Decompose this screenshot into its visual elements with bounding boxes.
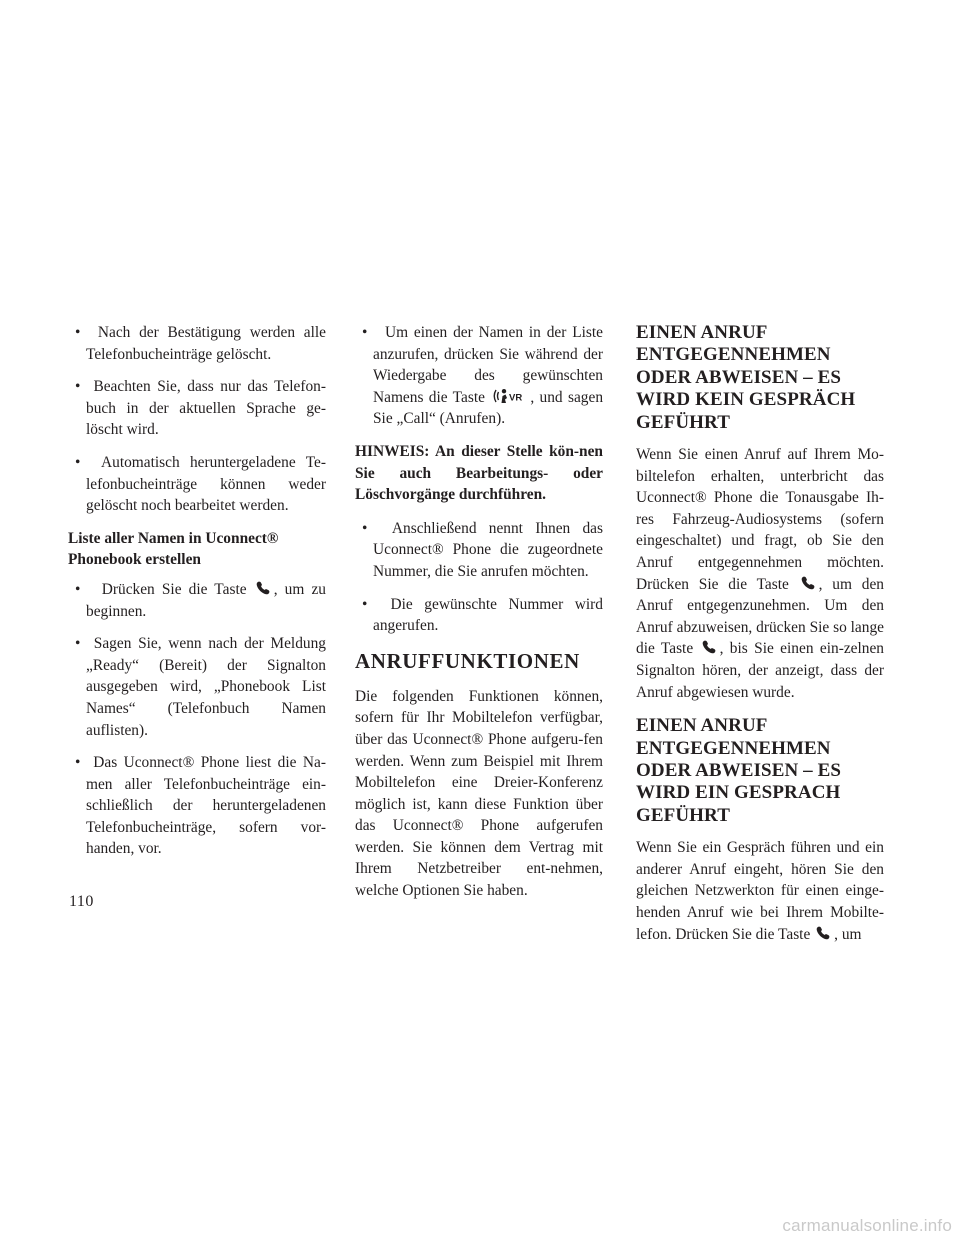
- paragraph-call-features: Die folgenden Funktionen können, sofern für Ihr Mobiltelefon verfügbar, über das Uconnect® Phone aufgeru-fen werden. Wenn zum Beispiel mit Ihrem Mobiltelefon eine Dreier-Konferenz möglich ist, kann diese Funktion über das Uconnect® Phone aufgerufen werden. Sie können dem Vertrag mit Ihrem Netzbetreiber ent-nehmen, welche Optionen Sie haben.: [355, 687, 603, 900]
- column-middle: [355, 322, 603, 914]
- phone-icon: [801, 576, 817, 590]
- phone-icon: [702, 640, 718, 654]
- heading-answer-no-call: EINEN ANRUF ENTGEGENNEHMEN ODER ABWEISEN – ES WIRD KEIN GESPRÄCH GEFÜHRT: [636, 322, 856, 433]
- section-title-call-features: ANRUFFUNKTIONEN: [355, 648, 580, 673]
- column-left: [68, 322, 326, 871]
- bullet-language-note: • Beachten Sie, dass nur das Telefon-buch in der aktuellen Sprache ge-löscht wird.: [68, 376, 326, 441]
- svg-text:VR: VR: [509, 392, 523, 404]
- bullet-call-post: , und sagen Sie „Call“ (Anrufen).: [373, 388, 604, 428]
- bullet-confirm-delete: • Nach der Bestätigung werden alle Telefonbucheinträge gelöscht.: [68, 322, 326, 365]
- text-answer-2: , um den Anruf entgegenzunehmen. Um den Anruf abzuweisen, drücken Sie so lange die Taste: [636, 575, 884, 658]
- bullet-press-button: [68, 579, 326, 622]
- bullet-call-pre: Um einen der Namen in der Liste anzurufen, drücken Sie während der Wiedergabe des gewünschten Namens die Taste: [373, 324, 603, 406]
- text-answer-1: Wenn Sie einen Anruf auf Ihrem Mo-biltelefon erhalten, unterbricht das Uconnect® Phone die Tonausgabe Ih-res Fahrzeug-Audiosystems (sofern eingeschaltet) und fragt, ob Sie den Anruf entgegennehmen möchten. Drücken Sie die Taste: [636, 446, 884, 593]
- text-incall-1: Wenn Sie ein Gespräch führen und ein anderer Anruf eingeht, hören Sie den gleichen Netzwerkton für einen einge-henden Anruf wie bei Ihrem Mobilte-lefon. Drücken Sie die Taste: [636, 839, 884, 943]
- note-edit-delete: HINWEIS: An dieser Stelle kön-nen Sie auch Bearbeitungs- oder Löschvorgänge durchführen.: [355, 442, 603, 504]
- paragraph-answer-no-call: [636, 444, 884, 703]
- bullet-press-pre: Drücken Sie die Taste: [101, 580, 247, 598]
- bullet-press-post: , um zu beginnen.: [86, 580, 326, 620]
- paragraph-answer-in-call: [636, 837, 884, 945]
- bullet-call-from-list: [355, 322, 603, 430]
- heading-answer-in-call: EINEN ANRUF ENTGEGENNEHMEN ODER ABWEISEN – ES WIRD EIN GESPRACH GEFÜHRT: [636, 715, 842, 826]
- column-right: [636, 322, 884, 957]
- phone-icon: [816, 926, 832, 940]
- voice-recognition-icon: [492, 388, 528, 404]
- bullet-downloaded-entries: • Automatisch heruntergeladene Te-lefonbucheinträge können weder gelöscht noch bearbeitet werden.: [68, 452, 326, 517]
- text-incall-2: , um: [834, 925, 862, 943]
- bullet-reads-names: • Das Uconnect® Phone liest die Na-men aller Telefonbucheinträge ein-schließlich der heruntergeladenen Telefonbucheinträge, sofern vor-handen, vor.: [68, 752, 326, 860]
- phone-icon: [256, 581, 272, 595]
- text-answer-3: , bis Sie einen ein-zelnen Signalton hören, der anzeigt, dass der Anruf abgewiesen wurde.: [636, 640, 884, 701]
- watermark: carmanualsonline.info: [782, 1216, 952, 1235]
- page-number: 110: [69, 893, 94, 910]
- bullet-say-command: • Sagen Sie, wenn nach der Meldung „Ready“ (Bereit) der Signalton ausgegeben wird, „Phonebook List Names“ (Telefonbuch Namen auflisten).: [68, 633, 326, 741]
- bullet-number-announced: • Anschließend nennt Ihnen das Uconnect® Phone die zugeordnete Nummer, die Sie anrufen möchten.: [355, 518, 603, 583]
- subheading-list-names: Liste aller Namen in Uconnect® Phonebook erstellen: [68, 529, 279, 569]
- bullet-number-dialed: • Die gewünschte Nummer wird angerufen.: [355, 594, 603, 637]
